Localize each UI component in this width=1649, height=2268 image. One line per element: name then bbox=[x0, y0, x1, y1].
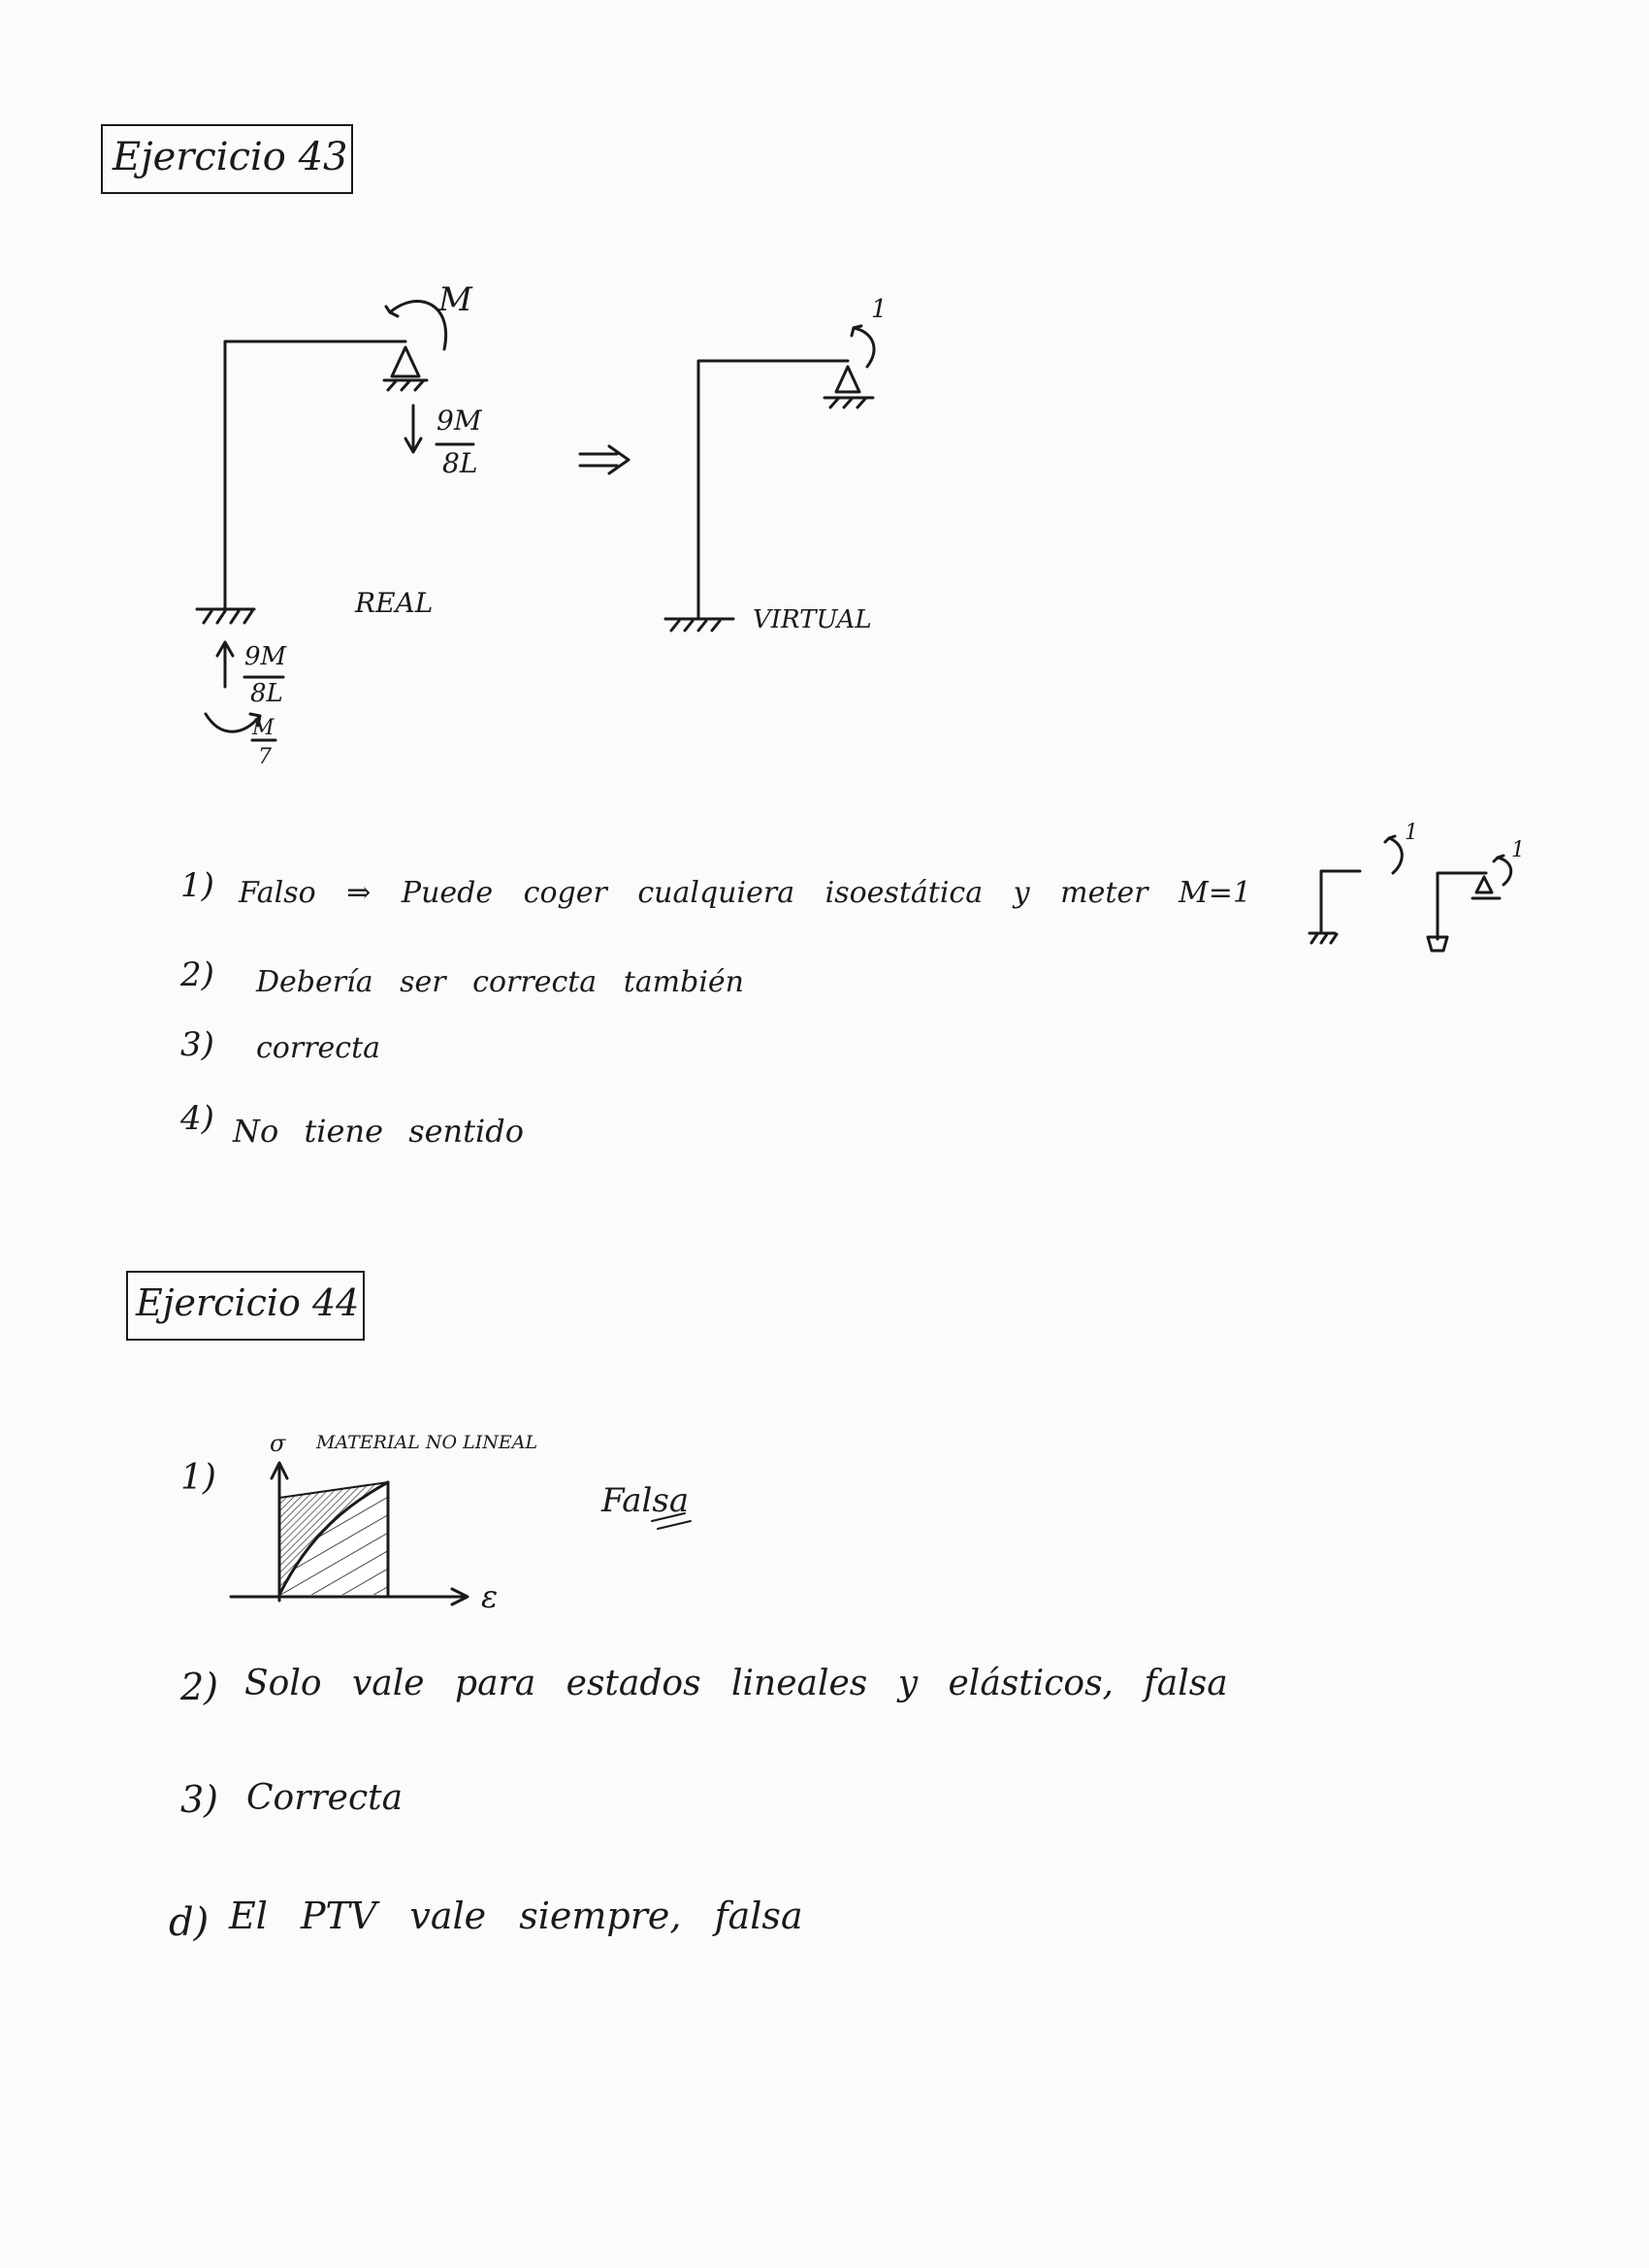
ej44-item-2-number: 2) bbox=[180, 1666, 219, 1708]
sketch-a-unit: 1 bbox=[1405, 821, 1418, 845]
ej44-item-4-number: d) bbox=[169, 1900, 210, 1945]
ej44-item-3-number: 3) bbox=[180, 1778, 219, 1821]
ej43-item-4-number: 4) bbox=[180, 1099, 214, 1138]
ej43-item-3-number: 3) bbox=[180, 1025, 214, 1064]
virtual-label: VIRTUAL bbox=[753, 605, 872, 634]
ej43-item-2-text: Debería ser correcta también bbox=[256, 965, 744, 999]
real-base-moment-numerator: M bbox=[252, 716, 275, 740]
ej43-title: Ejercicio 43 bbox=[113, 135, 348, 179]
ej43-item-4-text: No tiene sentido bbox=[233, 1113, 524, 1150]
ej44-item-2-text: Solo vale para estados lineales y elásticos, falsa bbox=[244, 1664, 1228, 1703]
real-base-force-denominator: 8L bbox=[250, 679, 283, 708]
real-base-moment-denominator: 7 bbox=[258, 745, 272, 769]
ej44-item-4-text: El PTV vale siempre, falsa bbox=[229, 1895, 803, 1937]
sketch-b-unit: 1 bbox=[1511, 838, 1525, 862]
ej43-item-1-number: 1) bbox=[180, 866, 214, 905]
ej44-title: Ejercicio 44 bbox=[136, 1281, 360, 1324]
epsilon-label: ε bbox=[481, 1578, 499, 1615]
ej43-item-3-text: correcta bbox=[256, 1031, 381, 1065]
sigma-label: σ bbox=[270, 1430, 286, 1457]
real-base-force-numerator: 9M bbox=[244, 642, 287, 671]
ej44-item-1-number: 1) bbox=[180, 1458, 216, 1498]
real-force-denominator: 8L bbox=[442, 447, 478, 479]
real-moment-label: M bbox=[438, 280, 472, 319]
real-force-numerator: 9M bbox=[436, 405, 482, 437]
ej43-item-2-number: 2) bbox=[180, 956, 214, 994]
ej44-item-3-text: Correcta bbox=[246, 1778, 404, 1818]
virtual-unit-label: 1 bbox=[871, 295, 888, 324]
ej44-item-1-verdict: Falsa bbox=[601, 1481, 690, 1520]
real-label: REAL bbox=[355, 587, 434, 619]
ej43-item-1-text: Falso ⇒ Puede coger cualquiera isoestática y meter M=1 bbox=[239, 876, 1251, 910]
graph-title: MATERIAL NO LINEAL bbox=[316, 1432, 538, 1453]
